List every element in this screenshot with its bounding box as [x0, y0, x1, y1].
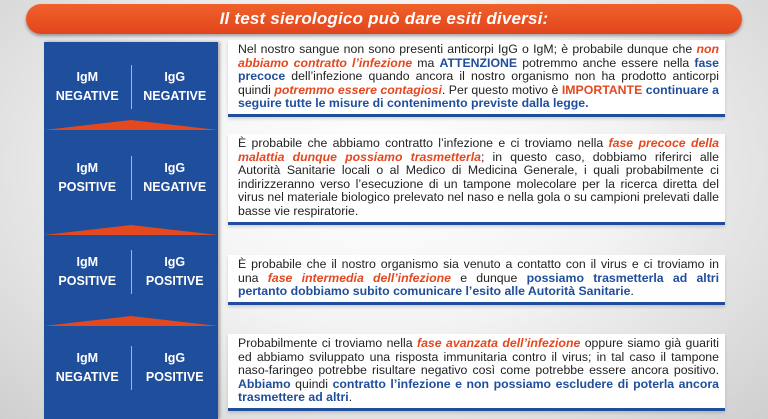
ribbon-fold: [44, 225, 218, 235]
highlighted-text: contratto l’infezione e non possiamo escludere di poterla ancora trasmettere ad altri: [238, 376, 719, 405]
page-title: Il test sierologico può dare esiti diversi:: [219, 9, 549, 28]
highlighted-text: ATTENZIONE: [439, 55, 518, 70]
highlighted-text: continuare a seguire tutte le misure di contenimento previste dalla legge.: [238, 82, 719, 111]
description-text: [228, 255, 725, 302]
antibody-result: NEGATIVE: [55, 370, 119, 384]
highlighted-text: Abbiamo: [238, 376, 291, 391]
highlighted-text: possiamo trasmetterla ad altri pertanto dobbiamo subito comunicare l’esito alle Autorità Sanitarie: [238, 270, 719, 299]
antibody-result: NEGATIVE: [143, 89, 207, 103]
highlighted-text: fase intermedia dell’infezione: [267, 270, 451, 285]
body-text: oppure siamo già guariti ed abbiamo sviluppato una risposta immunitaria contro il virus; in tal caso il tampone naso-faringeo potrebbe risultare negativo così come potrebbe essere ancora positivo.: [238, 336, 719, 378]
body-text: potremmo anche essere nella: [517, 55, 695, 70]
body-text: .: [348, 390, 353, 405]
igg-label: [132, 253, 219, 291]
description-panel: [228, 334, 725, 411]
antibody-result: POSITIVE: [58, 180, 117, 194]
igg-label: [132, 68, 219, 106]
body-text: ; in questo caso, dobbiamo riferirci alle Autorità Sanitarie locali o al Medico di Medicina Generale, i quali probabilmente ci indirizzeranno verso l’esecuzione di un tampone molecolare per la ricerca diretta del virus nel materiale biologico prelevato nel naso e nella gola o su campioni prelevati dalle basse vie respiratorie.: [238, 149, 719, 218]
body-text: È probabile che abbiamo contratto l’infezione e ci troviamo nella: [238, 136, 609, 150]
antibody-name: IgM: [76, 161, 99, 175]
igg-label: [132, 159, 219, 197]
igm-label: [44, 68, 131, 106]
description-text: [228, 40, 725, 114]
description-text: [228, 334, 725, 408]
antibody-name: IgM: [76, 70, 99, 84]
antibody-result: POSITIVE: [145, 370, 204, 384]
antibody-result: NEGATIVE: [55, 89, 119, 103]
body-text: quindi: [290, 376, 333, 391]
highlighted-text: non abbiamo contratto l’infezione: [238, 42, 719, 70]
highlighted-text: fase precoce della malattia dunque possiamo trasmetterla: [238, 136, 719, 164]
highlighted-text: fase avanzata dell’infezione: [417, 336, 581, 350]
body-text: . Per questo motivo è: [441, 82, 562, 97]
description-panel: [228, 40, 725, 117]
antibody-result: POSITIVE: [58, 274, 117, 288]
description-panel: [228, 134, 725, 225]
highlighted-text: IMPORTANTE: [561, 82, 643, 97]
antibody-name: IgM: [76, 255, 99, 269]
ribbon-fold: [44, 316, 218, 326]
igg-label: [132, 349, 219, 387]
body-text: e dunque: [450, 270, 527, 285]
result-tag-igm-neg-igg-neg: [44, 52, 218, 122]
body-text: .: [630, 284, 634, 299]
antibody-name: IgG: [164, 351, 186, 365]
body-text: dell’infezione quando ancora il nostro organismo non ha prodotto anticorpi quindi: [238, 69, 719, 97]
igm-label: [44, 253, 131, 291]
description-text: [228, 134, 725, 222]
result-tag-igm-pos-igg-pos: [44, 237, 218, 307]
body-text: Probabilmente ci troviamo nella: [238, 336, 417, 350]
highlighted-text: potremmo essere contagiosi: [274, 82, 442, 97]
body-text: È probabile che il nostro organismo sia venuto a contatto con il virus e ci troviamo in una: [238, 257, 719, 285]
body-text: ma: [412, 55, 440, 70]
body-text: Nel nostro sangue non sono presenti anticorpi IgG o IgM; è probabile dunque che: [238, 42, 697, 56]
antibody-name: IgG: [164, 161, 186, 175]
antibody-name: IgG: [164, 255, 186, 269]
result-tag-igm-neg-igg-pos: [44, 333, 218, 403]
antibody-name: IgM: [76, 351, 99, 365]
highlighted-text: fase precoce: [238, 55, 719, 84]
description-panel: [228, 255, 725, 305]
igm-label: [44, 159, 131, 197]
antibody-result: NEGATIVE: [143, 180, 207, 194]
antibody-name: IgG: [164, 70, 186, 84]
result-tag-igm-pos-igg-neg: [44, 143, 218, 213]
antibody-result: POSITIVE: [145, 274, 204, 288]
title-banner: [26, 4, 742, 34]
igm-label: [44, 349, 131, 387]
